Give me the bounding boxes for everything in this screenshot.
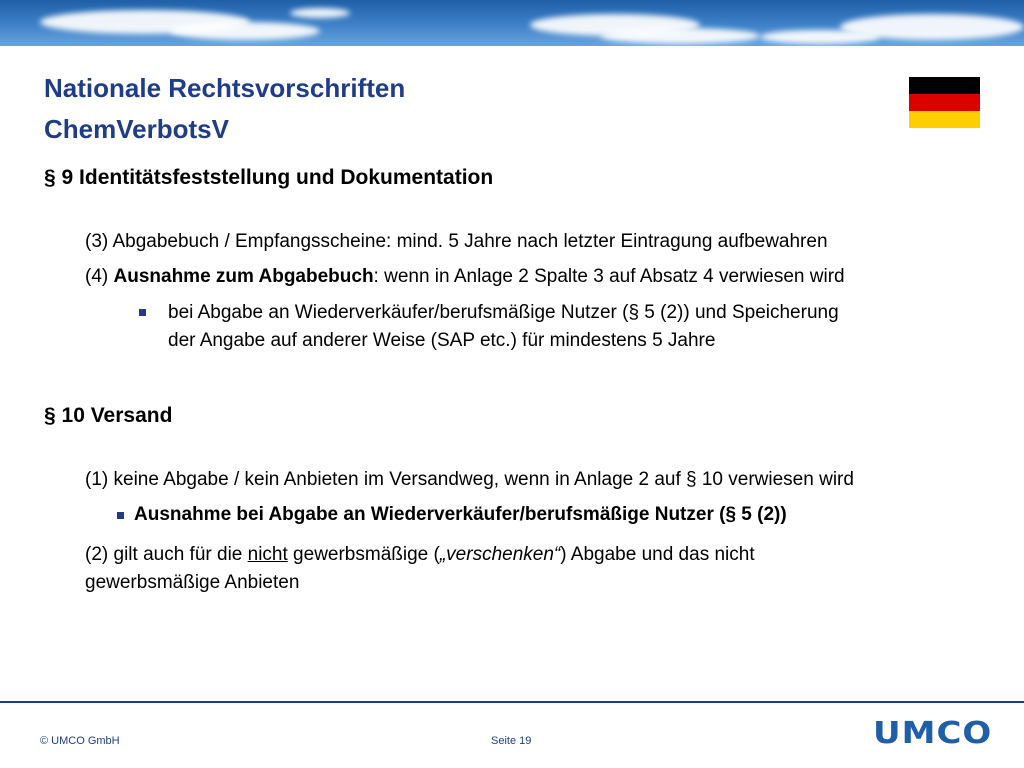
item-2-underlined: nicht (247, 544, 288, 565)
bullet-line-2: der Angabe auf anderer Weise (SAP etc.) für mindestens 5 Jahre (168, 330, 716, 351)
item-4-bold: Ausnahme zum Abgabebuch (113, 266, 374, 287)
section-10-item-1: (1) keine Abgabe / kein Anbieten im Versandweg, wenn in Anlage 2 auf § 10 verwiesen wird (85, 469, 854, 490)
section-9-item-4 (85, 266, 845, 288)
section-9-bullet (168, 299, 998, 355)
section-10-item-2 (85, 541, 755, 597)
item-2-part-a: (2) gilt auch für die (85, 544, 248, 565)
page-subtitle: ChemVerbotsV (44, 114, 229, 144)
sky-banner (0, 0, 1024, 46)
footer-divider (0, 701, 1024, 703)
german-flag-icon (909, 77, 980, 128)
section-9-heading: § 9 Identitätsfeststellung und Dokumentation (44, 166, 494, 189)
item-4-prefix: (4) (85, 266, 114, 287)
item-2-italic: „verschenken“ (439, 544, 561, 565)
bullet-line-1: bei Abgabe an Wiederverkäufer/berufsmäßige Nutzer (§ 5 (2)) und Speicherung (168, 302, 839, 323)
item-4-rest: : wenn in Anlage 2 Spalte 3 auf Absatz 4 verwiesen wird (373, 266, 845, 287)
copyright: © UMCO GmbH (40, 735, 120, 747)
page-number: Seite 19 (491, 735, 532, 747)
bullet-square-icon (117, 512, 124, 519)
bullet-square-icon (139, 309, 146, 316)
item-2-part-b: gewerbsmäßige ( (287, 544, 440, 565)
item-2-line-2: gewerbsmäßige Anbieten (85, 572, 300, 593)
section-10-heading: § 10 Versand (44, 404, 173, 427)
item-2-part-c: ) Abgabe und das nicht (560, 544, 755, 565)
umco-logo: UMCO (873, 715, 993, 751)
section-10-bullet: Ausnahme bei Abgabe an Wiederverkäufer/berufsmäßige Nutzer (§ 5 (2)) (134, 504, 787, 525)
page-title: Nationale Rechtsvorschriften (44, 73, 406, 103)
section-9-item-3: (3) Abgabebuch / Empfangsscheine: mind. 5 Jahre nach letzter Eintragung aufbewahren (85, 231, 828, 252)
